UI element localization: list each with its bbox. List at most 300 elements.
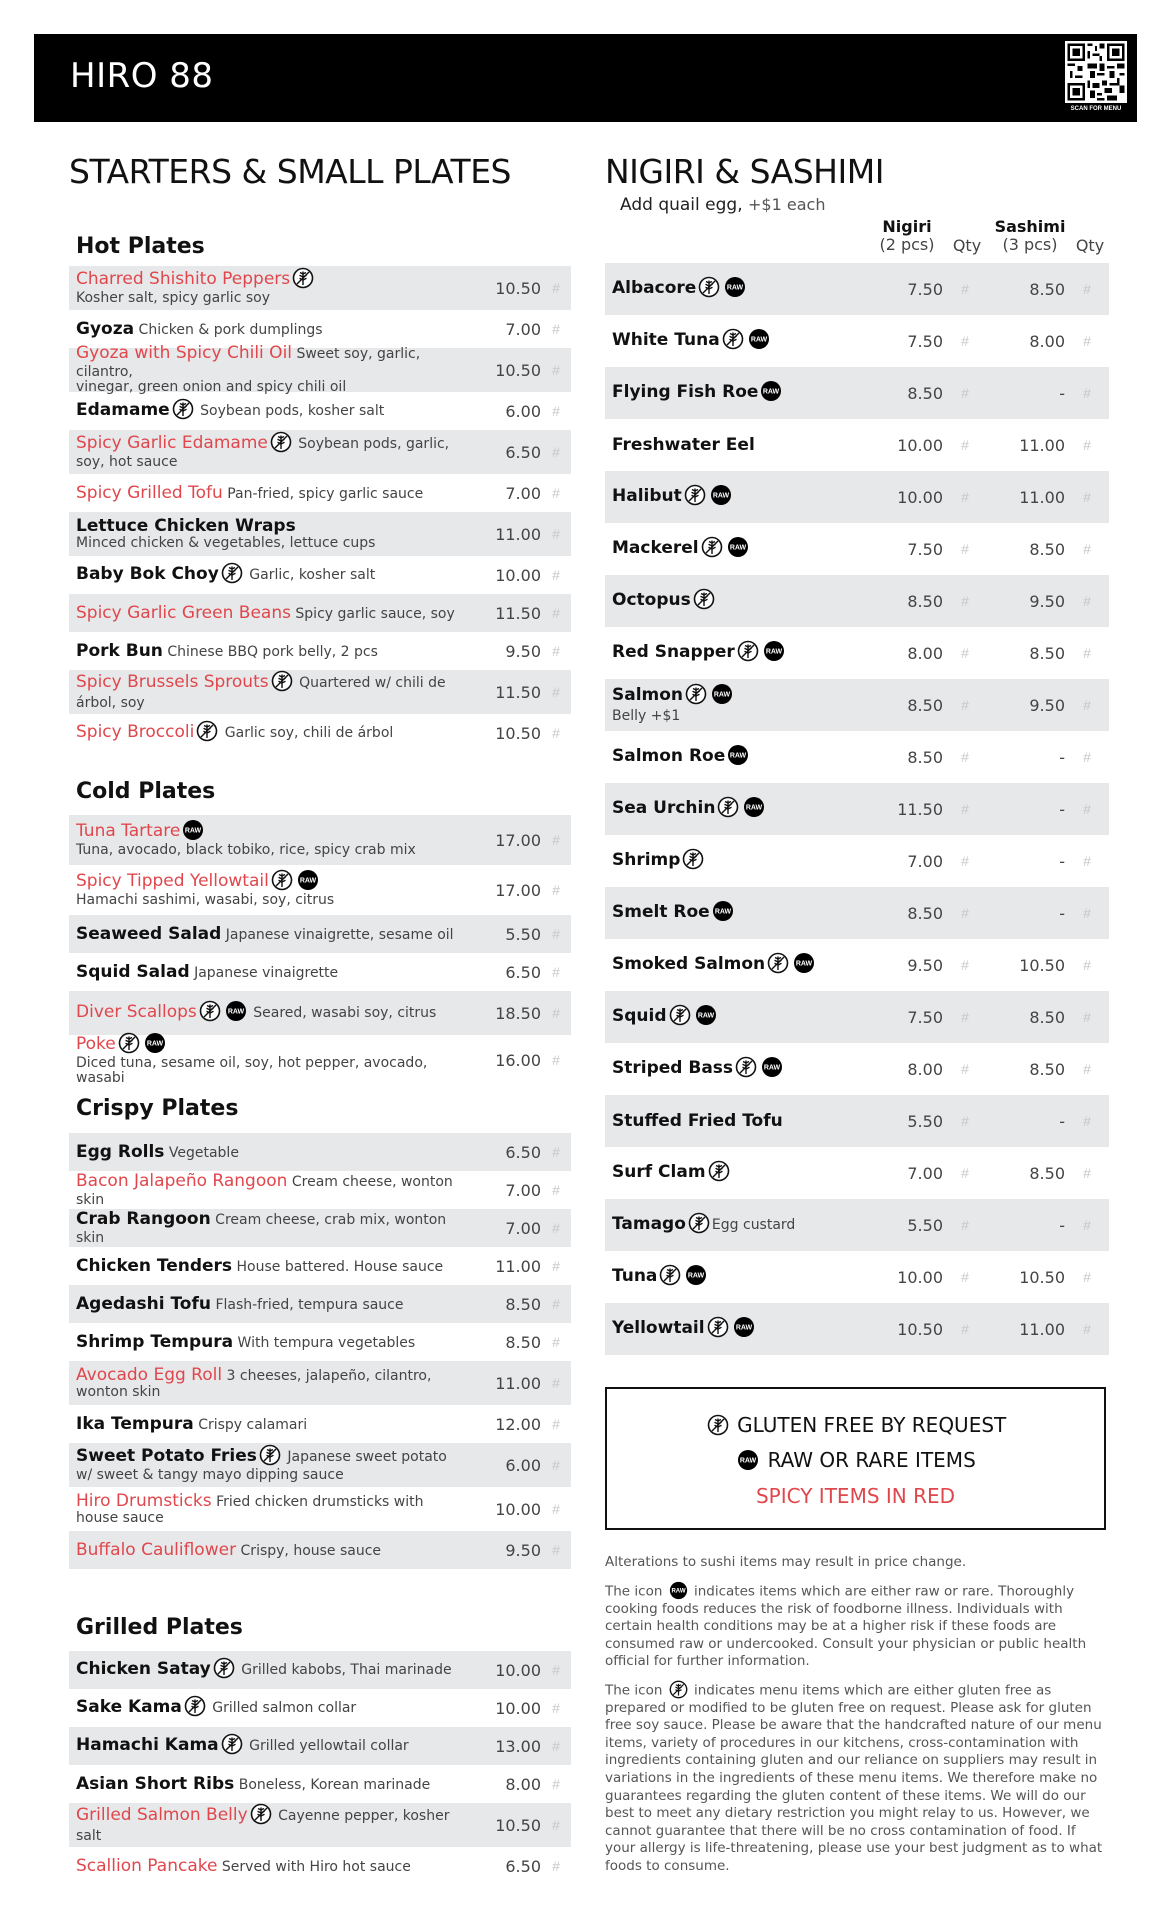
menu-item — [69, 865, 571, 915]
menu-item-desc: Crispy calamari — [198, 1416, 308, 1433]
qty-field[interactable]: # — [552, 1817, 560, 1833]
raw-icon — [737, 1449, 759, 1471]
gluten-free-icon — [669, 1680, 688, 1699]
nigiri-item-name: Stuffed Fried Tofu — [612, 1110, 783, 1131]
menu-item-price: 11.50 — [495, 603, 541, 623]
svg-text:RAW: RAW — [714, 908, 731, 916]
menu-item-price: 11.00 — [495, 524, 541, 544]
menu-item — [69, 1727, 571, 1765]
menu-item-name: Agedashi Tofu — [76, 1293, 211, 1314]
sashimi-qty-field[interactable]: # — [1083, 1061, 1091, 1077]
svg-text:RAW: RAW — [763, 1064, 781, 1072]
sashimi-price: - — [1059, 1111, 1065, 1131]
menu-item-price: 7.00 — [505, 1218, 541, 1238]
nigiri-price: 7.50 — [907, 539, 943, 559]
nigiri-item-body — [605, 642, 863, 664]
legend-raw — [607, 1448, 1104, 1473]
nigiri-qty-field[interactable]: # — [961, 385, 969, 401]
nigiri-item-name: Squid — [612, 1006, 667, 1027]
menu-item — [69, 1405, 571, 1443]
nigiri-qty-field[interactable]: # — [961, 593, 969, 609]
nigiri-item — [605, 471, 1109, 523]
menu-item-desc: Chinese BBQ pork belly, 2 pcs — [167, 643, 378, 660]
menu-item-name: Sake Kama — [76, 1697, 182, 1718]
nigiri-item-body — [605, 486, 863, 508]
menu-item-price: 10.00 — [495, 1499, 541, 1519]
menu-item-desc: Cayenne pepper, kosher salt — [76, 1808, 450, 1845]
sashimi-price: - — [1059, 747, 1065, 767]
gluten-free-icon — [669, 1004, 691, 1026]
menu-item-desc: 3 cheeses, jalapeño, cilantro, — [226, 1367, 432, 1384]
menu-item — [69, 1487, 571, 1531]
column-head-qty-sashimi: Qty — [1075, 236, 1105, 255]
quail-egg-price: +$1 each — [748, 195, 826, 214]
nigiri-qty-field[interactable]: # — [961, 1269, 969, 1285]
menu-item-desc: Pan-fried, spicy garlic sauce — [227, 485, 424, 502]
nigiri-qty-field[interactable]: # — [961, 333, 969, 349]
gluten-free-icon — [199, 1000, 221, 1022]
nigiri-item-body — [605, 1162, 863, 1184]
nigiri-item-body — [605, 330, 863, 352]
nigiri-qty-field[interactable]: # — [961, 437, 969, 453]
nigiri-qty-field[interactable]: # — [961, 801, 969, 817]
menu-item — [69, 1035, 571, 1085]
nigiri-item-name: Flying Fish Roe — [612, 382, 759, 403]
menu-item-desc: Japanese vinaigrette, sesame oil — [225, 926, 454, 943]
qty-field[interactable]: # — [552, 1738, 560, 1754]
raw-icon — [763, 640, 785, 662]
menu-item-price: 8.00 — [505, 1774, 541, 1794]
raw-icon — [144, 1032, 166, 1054]
gluten-free-icon — [717, 796, 739, 818]
qty-field[interactable]: # — [552, 643, 560, 659]
nigiri-item — [605, 679, 1109, 731]
nigiri-qty-field[interactable]: # — [961, 1165, 969, 1181]
menu-item-name: Gyoza — [76, 318, 135, 339]
menu-item-price: 13.00 — [495, 1736, 541, 1756]
menu-item — [69, 1803, 571, 1847]
menu-item-name: Lettuce Chicken Wraps — [76, 515, 296, 536]
column-nigiri-label: Nigiri — [882, 217, 932, 236]
nigiri-qty-field[interactable]: # — [961, 905, 969, 921]
menu-item-body — [69, 821, 471, 858]
menu-item-name: Spicy Grilled Tofu — [76, 482, 223, 503]
category-heading: Crispy Plates — [76, 1096, 239, 1121]
nigiri-item-name: Mackerel — [612, 538, 699, 559]
column-nigiri-sub: (2 pcs) — [879, 235, 935, 255]
menu-item-name: Gyoza with Spicy Chili Oil — [76, 343, 293, 364]
category-heading: Hot Plates — [76, 234, 205, 259]
nigiri-item-body — [605, 382, 863, 404]
menu-item — [69, 343, 571, 396]
qty-field[interactable]: # — [552, 485, 560, 501]
menu-item-desc: Spicy garlic sauce, soy — [295, 605, 455, 622]
menu-item-desc: Garlic, kosher salt — [249, 567, 376, 584]
nigiri-item-name: Tuna — [612, 1266, 658, 1287]
svg-text:RAW: RAW — [713, 691, 731, 699]
menu-item-price: 12.00 — [495, 1414, 541, 1434]
menu-item-desc: Japanese vinaigrette — [194, 964, 339, 981]
sashimi-qty-field[interactable]: # — [1083, 437, 1091, 453]
raw-icon — [727, 536, 749, 558]
gluten-free-icon — [722, 328, 744, 350]
menu-item-desc-line2: soy, hot sauce — [76, 454, 178, 471]
section-title-starters: STARTERS & SMALL PLATES — [69, 152, 512, 191]
menu-item-price: 9.50 — [505, 1540, 541, 1560]
nigiri-price: 8.50 — [907, 903, 943, 923]
gluten-free-icon — [221, 1733, 243, 1755]
sashimi-qty-field[interactable]: # — [1083, 333, 1091, 349]
qty-field[interactable]: # — [552, 1501, 560, 1517]
sashimi-qty-field[interactable]: # — [1083, 801, 1091, 817]
qty-field[interactable]: # — [552, 1182, 560, 1198]
sashimi-qty-field[interactable]: # — [1083, 905, 1091, 921]
nigiri-qty-field[interactable]: # — [961, 1217, 969, 1233]
sashimi-qty-field[interactable]: # — [1083, 1165, 1091, 1181]
note-gf-post: indicates menu items which are either gluten free as prepared or modified to be gluten free on request. Please ask for gluten free soy sauce. Please be aware that the handcrafted nature of our menu items, variety of procedures in our kitchens, cross-contamination with ingredients containing gluten and our reliance on suppliers may result in variations in the ingredients of these menu items. We therefore make no guarantees regarding the gluten content of these items. We will do our best to meet any dietary restriction you might relay to us. However, we cannot guarantee that there will be no cross contamination of food. If your allergy is life-threatening, please use your best judgment as to what foods to consume. — [605, 1682, 1103, 1874]
menu-item-name: Scallion Pancake — [76, 1855, 218, 1876]
menu-item-price: 7.00 — [505, 319, 541, 339]
menu-item-name: Seaweed Salad — [76, 923, 222, 944]
menu-item-name: Hiro Drumsticks — [76, 1490, 212, 1511]
menu-item-price: 7.00 — [505, 1180, 541, 1200]
nigiri-price: 7.50 — [907, 331, 943, 351]
qty-field[interactable]: # — [552, 725, 560, 741]
qty-field[interactable]: # — [552, 1662, 560, 1678]
menu-item-body — [69, 320, 471, 339]
raw-icon — [182, 819, 204, 841]
nigiri-qty-field[interactable]: # — [961, 1061, 969, 1077]
raw-icon — [710, 484, 732, 506]
raw-icon — [724, 276, 746, 298]
nigiri-item-body — [605, 278, 863, 300]
svg-text:RAW: RAW — [750, 336, 767, 344]
qty-field[interactable]: # — [552, 1005, 560, 1021]
nigiri-item — [605, 835, 1109, 887]
qty-field[interactable]: # — [552, 403, 560, 419]
menu-item — [69, 1323, 571, 1361]
svg-text:RAW: RAW — [795, 960, 813, 968]
qty-field[interactable]: # — [552, 362, 560, 378]
sashimi-price: - — [1059, 851, 1065, 871]
menu-item-body — [69, 1143, 471, 1162]
menu-item-desc-line2: w/ sweet & tangy mayo dipping sauce — [76, 1467, 344, 1484]
sashimi-price: 10.50 — [1019, 955, 1065, 975]
nigiri-qty-field[interactable]: # — [961, 1009, 969, 1025]
menu-item-body — [69, 1775, 471, 1794]
gluten-free-icon — [659, 1264, 681, 1286]
svg-text:RAW: RAW — [712, 492, 729, 500]
nigiri-item — [605, 1095, 1109, 1147]
nigiri-item-desc: Belly +$1 — [612, 708, 681, 725]
menu-item-name: Spicy Brussels Sprouts — [76, 672, 269, 693]
note-gluten-free — [605, 1681, 1108, 1876]
fine-print — [605, 1554, 1108, 1885]
menu-item-body — [69, 1659, 471, 1681]
sashimi-qty-field[interactable]: # — [1083, 281, 1091, 297]
nigiri-item-body — [605, 1214, 863, 1236]
menu-item-name: Spicy Garlic Edamame — [76, 433, 268, 454]
nigiri-price: 11.50 — [897, 799, 943, 819]
nigiri-item-body — [605, 850, 863, 872]
gluten-free-icon — [737, 640, 759, 662]
menu-item-name: Chicken Satay — [76, 1659, 211, 1680]
sashimi-price: - — [1059, 799, 1065, 819]
menu-item — [69, 1847, 571, 1885]
nigiri-item — [605, 939, 1109, 991]
sashimi-price: 11.00 — [1019, 487, 1065, 507]
qty-field[interactable]: # — [552, 964, 560, 980]
menu-item-price: 11.00 — [495, 1373, 541, 1393]
raw-icon — [727, 744, 749, 766]
menu-item-name: Egg Rolls — [76, 1141, 165, 1162]
nigiri-item — [605, 1043, 1109, 1095]
qty-field[interactable]: # — [552, 444, 560, 460]
nigiri-price: 8.50 — [907, 591, 943, 611]
qty-field[interactable]: # — [552, 1776, 560, 1792]
menu-item — [69, 1133, 571, 1171]
qty-field[interactable]: # — [552, 1052, 560, 1068]
menu-item-name: Poke — [76, 1033, 116, 1054]
qty-field[interactable]: # — [552, 1144, 560, 1160]
qty-field[interactable]: # — [552, 1457, 560, 1473]
menu-item-price: 10.50 — [495, 278, 541, 298]
sashimi-price: 8.50 — [1029, 539, 1065, 559]
menu-item — [69, 594, 571, 632]
menu-item-body — [69, 963, 471, 982]
qty-field[interactable]: # — [552, 567, 560, 583]
menu-item-desc: Flash-fried, tempura sauce — [215, 1296, 404, 1313]
menu-item-body — [69, 722, 471, 744]
menu-item-desc: Grilled kabobs, Thai marinade — [241, 1662, 452, 1679]
nigiri-item-name: Albacore — [612, 278, 697, 299]
nigiri-item — [605, 419, 1109, 471]
menu-item-name: Pork Bun — [76, 640, 163, 661]
svg-text:RAW: RAW — [729, 544, 746, 552]
column-head-sashimi — [990, 218, 1070, 255]
gluten-free-icon — [707, 1316, 729, 1338]
nigiri-item-body — [605, 538, 863, 560]
nigiri-list — [605, 263, 1109, 1355]
sashimi-qty-field[interactable]: # — [1083, 1009, 1091, 1025]
menu-item-price: 6.50 — [505, 1856, 541, 1876]
qty-field[interactable]: # — [552, 321, 560, 337]
sashimi-qty-field[interactable]: # — [1083, 541, 1091, 557]
menu-item-desc-line2: vinegar, green onion and spicy chili oil — [76, 379, 347, 396]
gluten-free-icon — [707, 1414, 729, 1436]
quail-egg-note — [620, 195, 825, 215]
menu-item — [69, 1765, 571, 1803]
qty-field[interactable]: # — [552, 1220, 560, 1236]
menu-item-desc: Soybean pods, kosher salt — [200, 403, 385, 420]
svg-text:RAW: RAW — [227, 1008, 244, 1016]
sashimi-qty-field[interactable]: # — [1083, 1113, 1091, 1129]
menu-item — [69, 512, 571, 556]
menu-item-name: Sweet Potato Fries — [76, 1446, 257, 1467]
menu-item — [69, 1247, 571, 1285]
qty-field[interactable]: # — [552, 1334, 560, 1350]
legend-gluten-free — [607, 1413, 1104, 1438]
gluten-free-icon — [270, 431, 292, 453]
menu-item-price: 17.00 — [495, 830, 541, 850]
qr-code[interactable] — [1065, 41, 1127, 103]
sashimi-qty-field[interactable]: # — [1083, 593, 1091, 609]
svg-text:RAW: RAW — [671, 1588, 686, 1595]
gluten-free-icon — [708, 1160, 730, 1182]
menu-item-name: Shrimp Tempura — [76, 1331, 234, 1352]
menu-item-desc: Sweet soy, garlic, cilantro, — [76, 346, 421, 380]
menu-item-body — [69, 517, 471, 551]
qty-field[interactable]: # — [552, 1700, 560, 1716]
raw-icon — [748, 328, 770, 350]
sashimi-price: 9.50 — [1029, 695, 1065, 715]
sashimi-qty-field[interactable]: # — [1083, 697, 1091, 713]
note-alterations: Alterations to sushi items may result in price change. — [605, 1554, 967, 1570]
menu-item-desc-line2: Minced chicken & vegetables, lettuce cups — [76, 534, 376, 551]
menu-item — [69, 1651, 571, 1689]
qty-field[interactable]: # — [552, 605, 560, 621]
qty-field[interactable]: # — [552, 1296, 560, 1312]
nigiri-price: 5.50 — [907, 1215, 943, 1235]
svg-text:RAW: RAW — [746, 804, 763, 812]
nigiri-price: 8.00 — [907, 643, 943, 663]
svg-text:RAW: RAW — [146, 1040, 163, 1048]
menu-item-body — [69, 564, 471, 586]
gluten-free-icon — [259, 1444, 281, 1466]
menu-item — [69, 1361, 571, 1405]
menu-header — [34, 34, 1137, 122]
menu-item — [69, 1171, 571, 1209]
svg-text:RAW: RAW — [740, 1457, 757, 1464]
menu-item — [69, 1209, 571, 1247]
nigiri-qty-field[interactable]: # — [961, 1321, 969, 1337]
qty-field[interactable]: # — [552, 684, 560, 700]
menu-item-name: Tuna Tartare — [76, 821, 181, 842]
svg-text:RAW: RAW — [735, 1324, 752, 1332]
menu-item-desc-line2: wonton skin — [76, 1383, 161, 1400]
menu-item-body — [69, 672, 471, 712]
nigiri-item-body — [605, 798, 863, 820]
menu-item-body — [69, 1295, 471, 1314]
nigiri-qty-field[interactable]: # — [961, 489, 969, 505]
gluten-free-icon — [196, 720, 218, 742]
section-title-nigiri: NIGIRI & SASHIMI — [605, 152, 884, 191]
menu-item-price: 17.00 — [495, 880, 541, 900]
menu-item-body — [69, 269, 471, 306]
sashimi-price: 8.50 — [1029, 279, 1065, 299]
qr-caption: SCAN FOR MENU — [1070, 106, 1122, 112]
sashimi-qty-field[interactable]: # — [1083, 1321, 1091, 1337]
sashimi-qty-field[interactable]: # — [1083, 957, 1091, 973]
qty-field[interactable]: # — [552, 1542, 560, 1558]
menu-item-price: 8.50 — [505, 1294, 541, 1314]
nigiri-qty-field[interactable]: # — [961, 853, 969, 869]
nigiri-item-name: Red Snapper — [612, 642, 735, 663]
qty-field[interactable]: # — [552, 926, 560, 942]
qty-field[interactable]: # — [552, 1258, 560, 1274]
menu-item-desc-line2: Diced tuna, sesame oil, soy, hot pepper, avocado, wasabi — [76, 1054, 428, 1086]
nigiri-item — [605, 1303, 1109, 1355]
raw-icon — [225, 1000, 247, 1022]
menu-item-desc: Cream cheese, crab mix, wonton skin — [76, 1211, 447, 1246]
menu-item-desc: Japanese sweet potato — [287, 1449, 447, 1466]
raw-icon — [761, 1056, 783, 1078]
menu-item-desc: Chicken & pork dumplings — [138, 321, 323, 338]
nigiri-qty-field[interactable]: # — [961, 957, 969, 973]
sashimi-qty-field[interactable]: # — [1083, 489, 1091, 505]
nigiri-qty-field[interactable]: # — [961, 645, 969, 661]
sashimi-qty-field[interactable]: # — [1083, 385, 1091, 401]
qty-field[interactable]: # — [552, 832, 560, 848]
nigiri-qty-field[interactable]: # — [961, 541, 969, 557]
menu-item-desc-line2: house sauce — [76, 1509, 164, 1526]
nigiri-qty-field[interactable]: # — [961, 1113, 969, 1129]
nigiri-qty-field[interactable]: # — [961, 697, 969, 713]
svg-text:RAW: RAW — [299, 877, 316, 885]
note-raw-pre: The icon — [605, 1583, 663, 1600]
qty-field[interactable]: # — [552, 1858, 560, 1874]
nigiri-item-name: Tamago — [612, 1214, 686, 1235]
sashimi-qty-field[interactable]: # — [1083, 853, 1091, 869]
menu-item — [69, 1285, 571, 1323]
sashimi-price: - — [1059, 903, 1065, 923]
menu-item — [69, 915, 571, 953]
nigiri-item-name: Yellowtail — [612, 1318, 705, 1339]
quail-egg-text: Add quail egg, — [620, 195, 743, 215]
nigiri-item-name: Freshwater Eel — [612, 434, 755, 455]
menu-item — [69, 392, 571, 430]
menu-item-price: 6.00 — [505, 401, 541, 421]
menu-item — [69, 991, 571, 1035]
column-sashimi-sub: (3 pcs) — [1002, 235, 1058, 255]
qty-field[interactable]: # — [552, 882, 560, 898]
svg-text:RAW: RAW — [185, 827, 202, 835]
nigiri-qty-field[interactable]: # — [961, 749, 969, 765]
menu-item-body — [69, 1735, 471, 1757]
nigiri-item — [605, 575, 1109, 627]
menu-item — [69, 1531, 571, 1569]
qty-field[interactable]: # — [552, 526, 560, 542]
sashimi-qty-field[interactable]: # — [1083, 645, 1091, 661]
nigiri-item-body — [605, 1112, 863, 1131]
svg-text:RAW: RAW — [765, 648, 782, 656]
menu-item-desc: Cream cheese, wonton skin — [76, 1173, 453, 1208]
nigiri-item-body — [605, 1006, 863, 1028]
nigiri-item — [605, 627, 1109, 679]
qty-field[interactable]: # — [552, 1375, 560, 1391]
menu-item — [69, 556, 571, 594]
sashimi-qty-field[interactable]: # — [1083, 1217, 1091, 1233]
nigiri-item — [605, 523, 1109, 575]
nigiri-item — [605, 315, 1109, 367]
nigiri-qty-field[interactable]: # — [961, 281, 969, 297]
menu-item-desc: Grilled yellowtail collar — [249, 1738, 409, 1755]
menu-item-body — [69, 1805, 471, 1845]
raw-icon — [793, 952, 815, 974]
nigiri-item — [605, 731, 1109, 783]
nigiri-item-name: Octopus — [612, 590, 691, 611]
qty-field[interactable]: # — [552, 1416, 560, 1432]
sashimi-qty-field[interactable]: # — [1083, 1269, 1091, 1285]
menu-item — [69, 632, 571, 670]
menu-item-price: 8.50 — [505, 1332, 541, 1352]
sashimi-price: 8.50 — [1029, 1059, 1065, 1079]
sashimi-qty-field[interactable]: # — [1083, 749, 1091, 765]
qty-field[interactable]: # — [552, 280, 560, 296]
nigiri-item-name: Smelt Roe — [612, 902, 710, 923]
menu-item-desc: Quartered w/ chili de árbol, soy — [76, 675, 446, 712]
menu-item-price: 9.50 — [505, 641, 541, 661]
